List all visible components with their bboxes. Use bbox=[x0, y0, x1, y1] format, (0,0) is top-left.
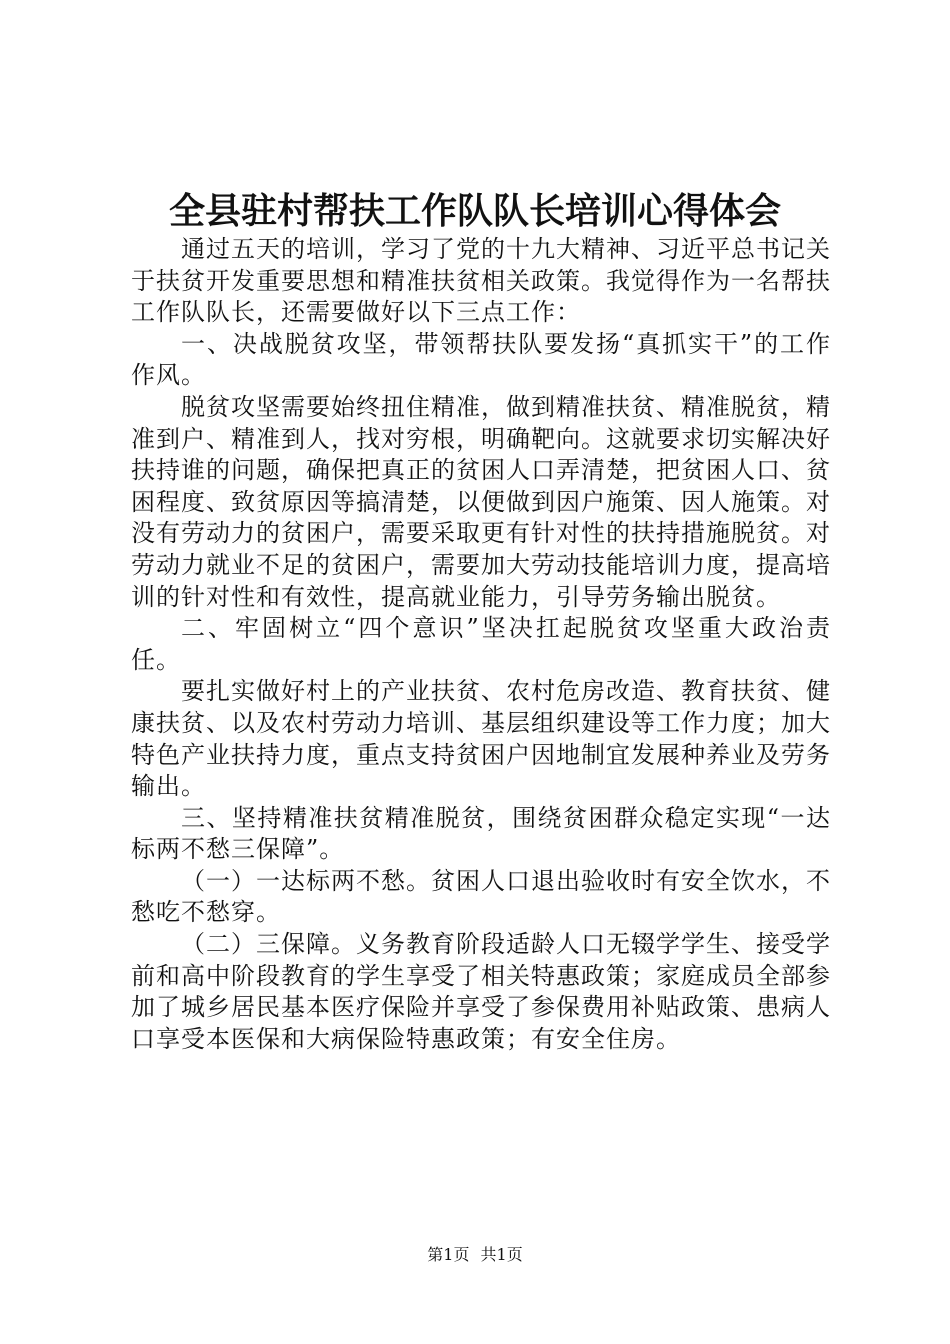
paragraph-item-2: （二）三保障。义务教育阶段适龄人口无辍学学生、接受学前和高中阶段教育的学生享受了相关特惠政策；家庭成员全部参加了城乡居民基本医疗保险并享受了参保费用补贴政策、患病人口享受本医保和大病保险特惠政策；有安全住房。 bbox=[131, 930, 831, 1053]
paragraph-heading-1: 一、决战脱贫攻坚，带领帮扶队要发扬“真抓实干”的工作作风。 bbox=[131, 329, 831, 390]
page-total: 共1页 bbox=[480, 1245, 523, 1264]
document-body bbox=[131, 234, 831, 1055]
paragraph-section-1: 脱贫攻坚需要始终扭住精准，做到精准扶贫、精准脱贫，精准到户、精准到人，找对穷根，明确靶向。这就要求切实解决好扶持谁的问题，确保把真正的贫困人口弄清楚，把贫困人口、贫困程度、致贫原因等搞清楚，以便做到因户施策、因人施策。对没有劳动力的贫困户，需要采取更有针对性的扶持措施脱贫。对劳动力就业不足的贫困户，需要加大劳动技能培训力度，提高培训的针对性和有效性，提高就业能力，引导劳务输出脱贫。 bbox=[131, 392, 831, 611]
page-number: 第1页 bbox=[427, 1245, 470, 1264]
document-title: 全县驻村帮扶工作队队长培训心得体会 bbox=[168, 191, 781, 232]
paragraph-section-2: 要扎实做好村上的产业扶贫、农村危房改造、教育扶贫、健康扶贫、以及农村劳动力培训、基层组织建设等工作力度；加大特色产业扶持力度，重点支持贫困户因地制宜发展种养业及劳务输出。 bbox=[131, 677, 831, 801]
paragraph-item-1: （一）一达标两不愁。贫困人口退出验收时有安全饮水，不愁吃不愁穿。 bbox=[131, 866, 831, 927]
page-footer bbox=[0, 1244, 950, 1266]
paragraph-intro: 通过五天的培训，学习了党的十九大精神、习近平总书记关于扶贫开发重要思想和精准扶贫相关政策。我觉得作为一名帮扶工作队队长，还需要做好以下三点工作： bbox=[131, 235, 831, 327]
paragraph-heading-2: 二、牢固树立“四个意识”坚决扛起脱贫攻坚重大政治责任。 bbox=[131, 614, 831, 674]
paragraph-heading-3: 三、坚持精准扶贫精准脱贫，围绕贫困群众稳定实现“一达标两不愁三保障”。 bbox=[131, 803, 831, 864]
